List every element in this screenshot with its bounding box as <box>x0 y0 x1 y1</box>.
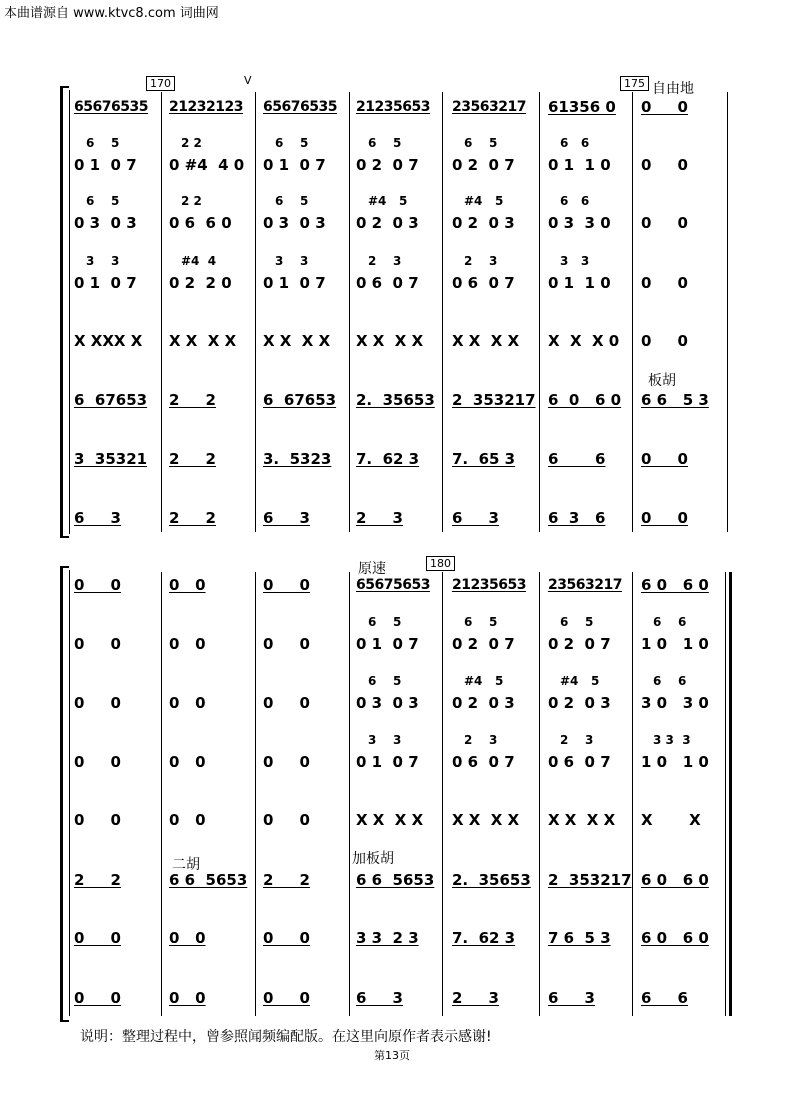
note-cell: 0 2 2 0 <box>169 274 232 292</box>
note-cell: 0 0 <box>263 635 310 653</box>
harmony-note: 6 6 <box>560 194 590 208</box>
note-cell: 7. 62 3 <box>452 929 516 947</box>
note-cell: 0 2 0 3 <box>548 694 611 712</box>
note-cell: 0 6 0 7 <box>548 753 611 771</box>
note-cell: 2. 35653 <box>356 391 435 409</box>
barline <box>255 92 256 532</box>
note-cell: 0 2 0 7 <box>452 635 515 653</box>
note-cell: 6 6 <box>641 989 688 1007</box>
note-cell: 0 2 0 7 <box>548 635 611 653</box>
note-cell: 0 0 <box>641 450 688 468</box>
note-cell: 2 2 <box>263 871 310 889</box>
harmony-note: 2 3 <box>464 254 498 268</box>
harmony-note: 6 6 <box>653 615 687 629</box>
note-cell: 0 0 <box>169 753 206 771</box>
note-cell: 2 3 <box>452 989 499 1007</box>
harmony-note: 3 3 <box>86 254 120 268</box>
barline <box>727 92 728 532</box>
note-cell: 6 0 6 0 <box>641 929 709 947</box>
barline <box>161 92 162 532</box>
note-cell: 0 0 <box>263 576 310 594</box>
note-cell: 0 0 <box>74 811 121 829</box>
system-brace <box>60 86 69 538</box>
note-cell: X X X X <box>548 811 616 829</box>
note-cell: 0 3 3 0 <box>548 214 611 232</box>
tempo-text: 原速 <box>358 561 386 577</box>
expression-text: 自由地 <box>652 81 694 97</box>
note-cell: 0 0 <box>169 635 206 653</box>
note-cell: 0 1 0 7 <box>263 156 326 174</box>
source-header: 本曲谱源自 www.ktvc8.com 词曲网 <box>4 6 219 21</box>
note-cell: 65676535 <box>263 99 337 115</box>
harmony-note: 2 3 <box>560 733 594 747</box>
note-cell: 61356 0 <box>548 98 616 116</box>
final-barline <box>725 572 726 1016</box>
note-cell: 6 67653 <box>74 391 148 409</box>
note-cell: X X X X <box>356 332 424 350</box>
barline <box>539 92 540 532</box>
note-cell: 0 1 0 7 <box>356 753 419 771</box>
harmony-note: 3 3 3 <box>653 733 691 747</box>
note-cell: 21235653 <box>356 99 430 115</box>
note-cell: 65676535 <box>74 99 148 115</box>
note-cell: 0 0 <box>74 753 121 771</box>
note-cell: 0 1 1 0 <box>548 156 611 174</box>
note-cell: 0 2 0 3 <box>356 214 419 232</box>
harmony-note: 6 5 <box>560 615 594 629</box>
harmony-note: #4 5 <box>368 194 408 208</box>
note-cell: 21232123 <box>169 99 243 115</box>
harmony-note: #4 5 <box>464 674 504 688</box>
note-cell: 0 3 0 3 <box>74 214 137 232</box>
note-cell: 6 3 <box>263 509 310 527</box>
note-cell: X X X X <box>169 332 237 350</box>
note-cell: 3 3 2 3 <box>356 929 419 947</box>
harmony-note: 6 5 <box>86 194 120 208</box>
note-cell: 6 67653 <box>263 391 337 409</box>
note-cell: 0 2 0 3 <box>452 214 515 232</box>
note-cell: 0 0 <box>641 214 688 232</box>
note-cell: 0 0 <box>169 576 206 594</box>
note-cell: 2 353217 <box>452 391 536 409</box>
note-cell: 0 0 <box>74 989 121 1007</box>
note-cell: 0 6 6 0 <box>169 214 232 232</box>
note-cell: 6 3 <box>548 989 595 1007</box>
note-cell: 0 1 0 7 <box>263 274 326 292</box>
note-cell: X X X X <box>356 811 424 829</box>
barline <box>349 572 350 1016</box>
note-cell: 2 2 <box>169 509 216 527</box>
barline <box>442 572 443 1016</box>
harmony-note: 6 6 <box>560 136 590 150</box>
note-cell: 23563217 <box>548 577 622 593</box>
note-cell: X XXX X <box>74 332 143 350</box>
footnote: 说明：整理过程中，曾参照闻频编配版。在这里向原作者表示感谢! <box>80 1029 492 1045</box>
note-cell: 0 0 <box>641 332 688 350</box>
note-cell: 0 3 0 3 <box>356 694 419 712</box>
staff-line-left <box>69 90 70 534</box>
note-cell: 6 0 6 0 <box>641 576 709 594</box>
note-cell: 21235653 <box>452 577 526 593</box>
note-cell: 23563217 <box>452 99 526 115</box>
note-cell: 6 3 <box>356 989 403 1007</box>
note-cell: 2 2 <box>74 871 121 889</box>
barline <box>632 92 633 532</box>
note-cell: X X X X <box>452 811 520 829</box>
note-cell: 0 2 0 7 <box>356 156 419 174</box>
note-cell: 7. 65 3 <box>452 450 516 468</box>
note-cell: 7. 62 3 <box>356 450 420 468</box>
note-cell: 0 0 <box>641 98 688 116</box>
harmony-note: 6 5 <box>368 674 402 688</box>
harmony-note: 3 3 <box>275 254 309 268</box>
note-cell: 65675653 <box>356 577 430 593</box>
note-cell: 6 6 5653 <box>169 871 248 889</box>
note-cell: 0 0 <box>74 576 121 594</box>
note-cell: 0 6 0 7 <box>356 274 419 292</box>
note-cell: 3 0 3 0 <box>641 694 709 712</box>
note-cell: 6 6 <box>548 450 606 468</box>
harmony-note: 6 5 <box>464 615 498 629</box>
page-number: 第13页 <box>374 1049 410 1062</box>
harmony-note: 6 5 <box>368 615 402 629</box>
note-cell: 2 353217 <box>548 871 632 889</box>
harmony-note: #4 4 <box>181 254 217 268</box>
barline <box>442 92 443 532</box>
note-cell: X X <box>641 811 701 829</box>
harmony-note: 2 2 <box>181 194 202 208</box>
harmony-note: 6 5 <box>275 194 309 208</box>
note-cell: 1 0 1 0 <box>641 753 709 771</box>
note-cell: X X X 0 <box>548 332 620 350</box>
note-cell: 3. 5323 <box>263 450 332 468</box>
barline <box>349 92 350 532</box>
harmony-note: 6 5 <box>275 136 309 150</box>
barline <box>632 572 633 1016</box>
note-cell: 6 3 6 <box>548 509 606 527</box>
note-cell: 6 3 <box>74 509 121 527</box>
note-cell: 0 0 <box>169 929 206 947</box>
note-cell: 0 #4 4 0 <box>169 156 245 174</box>
note-cell: 1 0 1 0 <box>641 635 709 653</box>
harmony-note: 2 3 <box>368 254 402 268</box>
note-cell: 0 6 0 7 <box>452 274 515 292</box>
measure-number: 180 <box>426 556 455 571</box>
final-barline-thick <box>729 572 732 1016</box>
measure-number: 175 <box>620 76 649 91</box>
note-cell: 0 0 <box>169 694 206 712</box>
note-cell: 0 0 <box>641 156 688 174</box>
note-cell: 2 2 <box>169 450 216 468</box>
harmony-note: 6 5 <box>86 136 120 150</box>
note-cell: 0 6 0 7 <box>452 753 515 771</box>
note-cell: 0 0 <box>263 989 310 1007</box>
harmony-note: 6 5 <box>464 136 498 150</box>
note-cell: 6 0 6 0 <box>641 871 709 889</box>
note-cell: 6 0 6 0 <box>548 391 622 409</box>
harmony-note: 2 3 <box>464 733 498 747</box>
note-cell: 0 1 0 7 <box>74 156 137 174</box>
note-cell: 0 1 0 7 <box>356 635 419 653</box>
note-cell: 0 0 <box>641 274 688 292</box>
barline <box>539 572 540 1016</box>
note-cell: 2 3 <box>356 509 403 527</box>
note-cell: 6 3 <box>452 509 499 527</box>
note-cell: 0 0 <box>74 929 121 947</box>
note-cell: 0 3 0 3 <box>263 214 326 232</box>
harmony-note: #4 5 <box>560 674 600 688</box>
harmony-note: 6 5 <box>368 136 402 150</box>
instrument-label: 板胡 <box>648 373 676 389</box>
system-brace <box>60 566 69 1022</box>
note-cell: X X X X <box>263 332 331 350</box>
staff-line-left <box>69 570 70 1016</box>
harmony-note: 2 2 <box>181 136 202 150</box>
note-cell: 0 0 <box>263 694 310 712</box>
note-cell: 0 0 <box>263 753 310 771</box>
harmony-note: 6 6 <box>653 674 687 688</box>
note-cell: 0 0 <box>263 811 310 829</box>
breath-mark: V <box>244 74 252 87</box>
instrument-label: 二胡 <box>172 857 200 873</box>
measure-number: 170 <box>146 76 175 91</box>
harmony-note: 3 3 <box>560 254 590 268</box>
note-cell: 2. 35653 <box>452 871 531 889</box>
note-cell: 6 6 5653 <box>356 871 435 889</box>
note-cell: 0 1 1 0 <box>548 274 611 292</box>
note-cell: 0 0 <box>169 811 206 829</box>
note-cell: 0 0 <box>641 509 688 527</box>
barline <box>161 572 162 1016</box>
note-cell: 0 2 0 3 <box>452 694 515 712</box>
note-cell: 0 0 <box>74 694 121 712</box>
barline <box>255 572 256 1016</box>
note-cell: 0 0 <box>169 989 206 1007</box>
note-cell: X X X X <box>452 332 520 350</box>
instrument-label: 加板胡 <box>352 851 394 867</box>
note-cell: 3 35321 <box>74 450 148 468</box>
note-cell: 7 6 5 3 <box>548 929 611 947</box>
note-cell: 0 2 0 7 <box>452 156 515 174</box>
note-cell: 6 6 5 3 <box>641 391 709 409</box>
harmony-note: #4 5 <box>464 194 504 208</box>
note-cell: 0 0 <box>263 929 310 947</box>
harmony-note: 3 3 <box>368 733 402 747</box>
note-cell: 2 2 <box>169 391 216 409</box>
note-cell: 0 0 <box>74 635 121 653</box>
note-cell: 0 1 0 7 <box>74 274 137 292</box>
